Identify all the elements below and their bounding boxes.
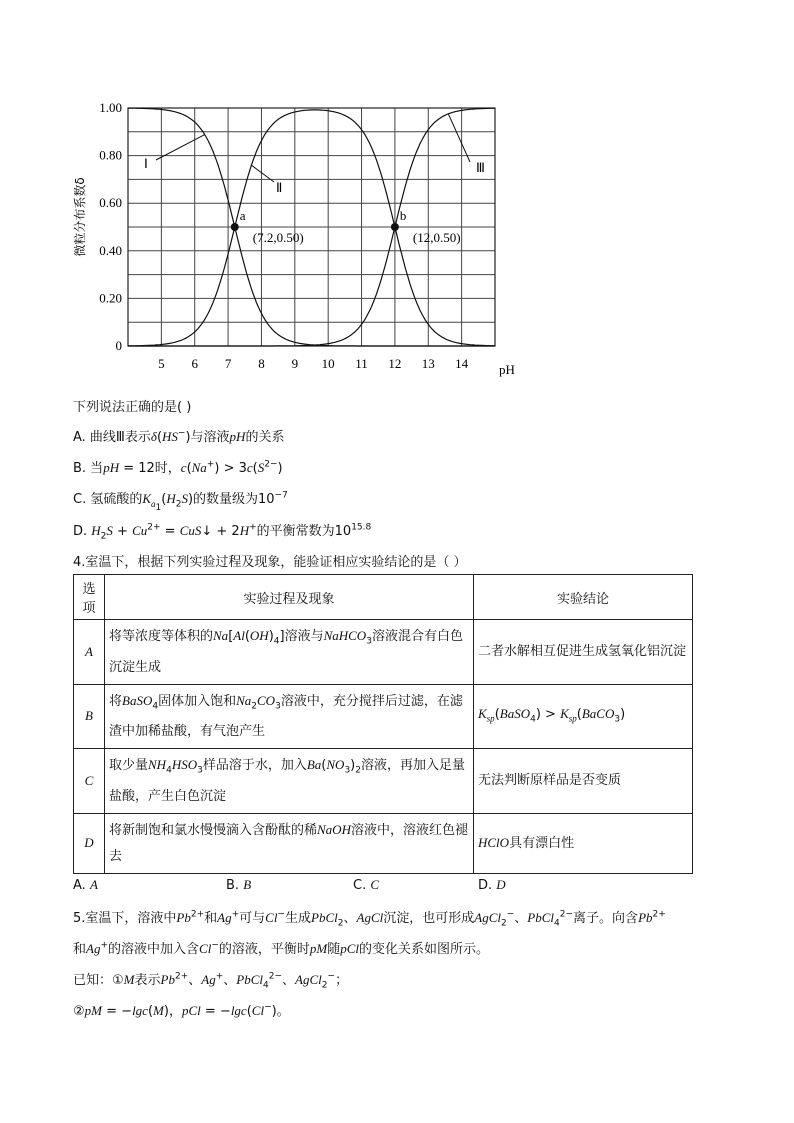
x-tick-label: 6 — [191, 356, 198, 371]
x-tick-label: 14 — [455, 356, 469, 371]
y-tick-label: 0 — [115, 338, 122, 353]
table-row — [74, 684, 693, 749]
row-process: 取少量$NH_4HSO_3$样品溶于水，加入$Ba(NO_3)_2$溶液，再加入足量盐酸，产生白色沉淀 — [105, 749, 474, 814]
row-process: 将BaSO$_4$固体加入饱和$Na_2CO_3$溶液中，充分搅拌后过滤，在滤渣中加稀盐酸，有气泡产生 — [105, 684, 474, 749]
header-process: 实验过程及现象 — [105, 575, 474, 620]
row-option: C — [74, 749, 105, 814]
row-process: 将等浓度等体积的$Na[Al(OH)_4]$溶液与NaHCO$_3$溶液混合有白色沉淀生成 — [105, 620, 474, 685]
x-tick-label: 5 — [158, 356, 165, 371]
row-conclusion: 无法判断原样品是否变质 — [474, 749, 693, 814]
table-row — [74, 620, 693, 685]
chart-labels — [72, 114, 515, 377]
q4-choice-d[interactable]: D. D — [478, 877, 506, 893]
row-conclusion: HClO具有漂白性 — [474, 813, 693, 873]
x-tick-label: 11 — [355, 356, 368, 371]
series-leader-line — [448, 114, 470, 162]
row-conclusion: $K_{sp}(BaSO_4)$ > $K_{sp}(BaCO_3)$ — [474, 684, 693, 749]
q3-option-d[interactable]: D. $H_2S + Cu^{2+}$ = CuS↓ + 2H+的平衡常数为$10^{15.8}$ — [73, 522, 372, 542]
series-label-2: Ⅱ — [276, 180, 283, 195]
point-label-b: b — [399, 208, 407, 223]
table-row — [74, 813, 693, 873]
y-tick-label: 0.60 — [99, 195, 122, 211]
distribution-chart — [60, 92, 520, 382]
q3-stem: 下列说法正确的是( ) — [73, 400, 192, 415]
x-tick-label: 9 — [291, 356, 299, 371]
point-coord-a: (7.2,0.50) — [252, 230, 304, 245]
experiment-table — [73, 574, 693, 874]
x-tick-label: 12 — [388, 356, 402, 371]
q3-option-b[interactable]: B. 当pH = 12时，$c(Na^+) > 3c(S^{2-})$ — [73, 459, 283, 476]
x-tick-label: 10 — [321, 356, 335, 371]
row-option: A — [74, 620, 105, 685]
q4-choice-b[interactable]: B. B — [226, 877, 252, 893]
point-coord-b: (12,0.50) — [412, 230, 461, 245]
q5-line-1: 5.室温下，溶液中$Pb^{2+}$和Ag+可与Cl−生成PbCl$_2$、AgCl沉淀，也可形成AgCl$_2$−、PbCl$_4^{2-}$离子。向含$Pb^{2+}$ — [73, 909, 666, 929]
q4-choice-c[interactable]: C. C — [353, 877, 380, 893]
y-tick-label: 0.20 — [99, 290, 122, 306]
table-header-row — [74, 575, 693, 620]
series-label-1: Ⅰ — [144, 156, 148, 171]
point-b — [391, 223, 399, 231]
y-axis-title: 微粒分布系数δ — [73, 177, 87, 257]
q3-option-c[interactable]: C. 氢硫酸的$K_{a_1}(H_2S)$的数量级为$10^{-7}$ — [73, 490, 288, 513]
y-tick-label: 0.40 — [99, 242, 122, 258]
x-tick-label: 8 — [258, 356, 265, 371]
row-option: B — [74, 684, 105, 749]
q5-line-3: 已知：①M表示$Pb^{2+}$、Ag+、PbCl$_4^{2-}$、AgCl$_2$−； — [73, 971, 349, 991]
q3-option-a[interactable]: A. 曲线Ⅲ表示δ(HS−)与溶液pH的关系 — [73, 428, 285, 445]
series-leader-line — [156, 135, 205, 160]
table-row — [74, 749, 693, 814]
q4-stem: 4.室温下，根据下列实验过程及现象，能验证相应实验结论的是（ ） — [73, 555, 467, 570]
point-label-a: a — [239, 208, 246, 223]
q5-line-4: ②pM = −lgc(M)，pCl = −lgc(Cl−)。 — [73, 1002, 290, 1019]
x-axis-title: pH — [499, 362, 515, 377]
row-process: 将新制饱和氯水慢慢滴入含酚酞的稀NaOH溶液中，溶液红色褪去 — [105, 813, 474, 873]
x-tick-label: 7 — [224, 356, 232, 371]
curve-series-2 — [128, 110, 495, 346]
row-conclusion: 二者水解相互促进生成氢氧化铝沉淀 — [474, 620, 693, 685]
header-conclusion: 实验结论 — [474, 575, 693, 620]
y-tick-label: 1.00 — [99, 100, 122, 115]
chart-grid — [128, 108, 495, 346]
series-label-3: Ⅲ — [476, 160, 485, 175]
x-tick-label: 13 — [421, 356, 435, 371]
header-option: 选项 — [74, 575, 105, 620]
point-a — [231, 223, 239, 231]
q5-line-2: 和Ag+的溶液中加入含Cl−的溶液，平衡时pM随pCl的变化关系如图所示。 — [73, 940, 490, 957]
q4-choice-a[interactable]: A. A — [73, 877, 98, 893]
row-option: D — [74, 813, 105, 873]
y-tick-label: 0.80 — [99, 147, 122, 163]
